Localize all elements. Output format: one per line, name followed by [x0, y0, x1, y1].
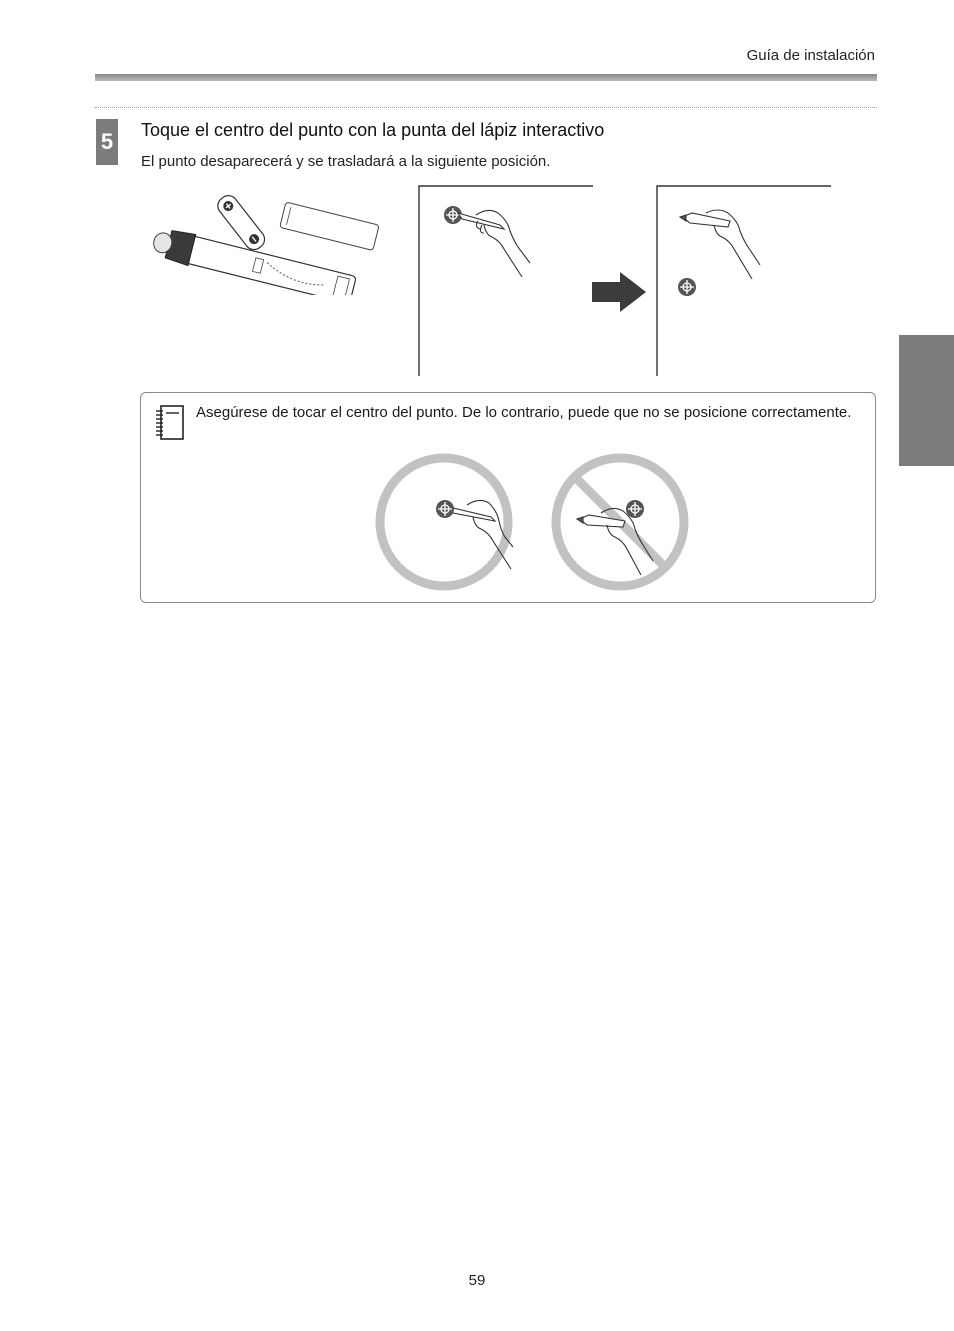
interactive-pen-illustration [146, 180, 391, 295]
step-description: El punto desaparecerá y se trasladará a la siguiente posición. [141, 153, 551, 170]
header-rule [95, 74, 877, 81]
calibration-screen-1 [418, 185, 594, 377]
notebook-icon [154, 405, 184, 441]
page-number: 59 [468, 1272, 486, 1289]
step-title: Toque el centro del punto con la punta del lápiz interactivo [141, 120, 605, 140]
section-divider [95, 107, 877, 108]
note-text: Asegúrese de tocar el centro del punto. De lo contrario, puede que no se posicione correctamente. [196, 404, 852, 421]
hand-with-pen [458, 210, 530, 277]
correct-example-icon [373, 451, 515, 593]
calibration-screen-2 [656, 185, 832, 377]
chapter-tab [899, 335, 954, 466]
hand-with-pen [680, 210, 760, 279]
incorrect-example-icon [549, 451, 691, 593]
note-box [140, 392, 876, 603]
next-arrow-icon [590, 270, 648, 314]
calibration-dot-icon [678, 278, 696, 296]
header-title: Guía de instalación [746, 47, 875, 64]
step-number-badge: 5 [96, 119, 118, 165]
